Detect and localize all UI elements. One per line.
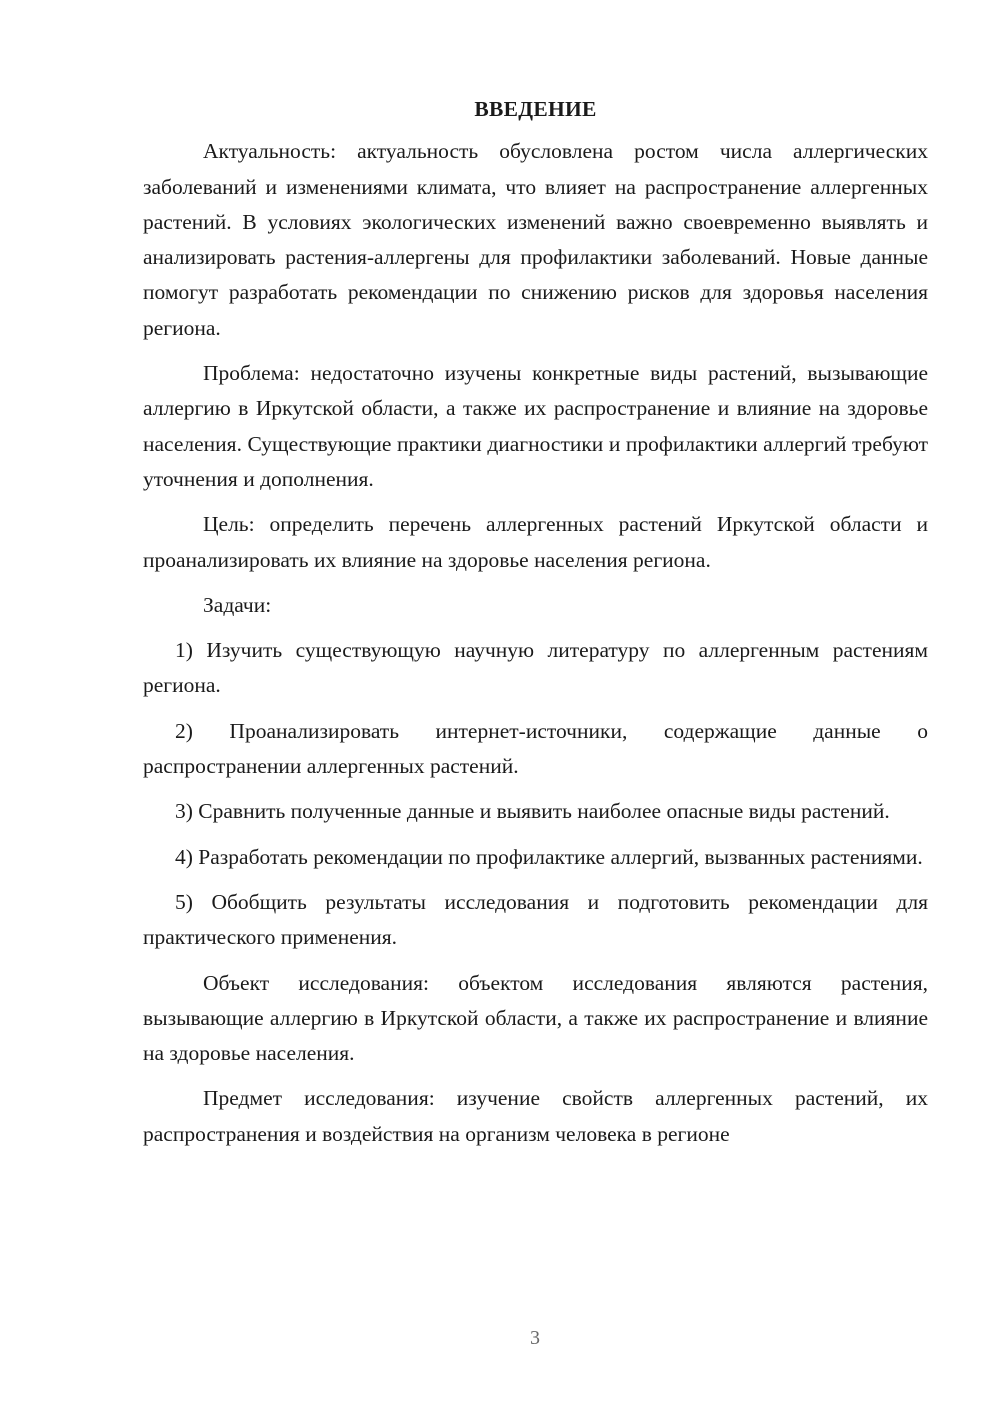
page-number: 3: [530, 1327, 540, 1349]
page-title: ВВЕДЕНИЕ: [474, 97, 597, 121]
paragraph-goal: Цель: определить перечень аллергенных растений Иркутской области и проанализировать их влияние на здоровье населения региона.: [143, 512, 928, 572]
task-item-3: 3) Сравнить полученные данные и выявить наиболее опасные виды растений.: [175, 799, 890, 824]
paragraph-relevance: Актуальность: актуальность обусловлена ростом числа аллергических заболеваний и изменениями климата, что влияет на распространение аллергенных растений. В условиях экологических изменений важно своевременно выявлять и анализировать растения-аллергены для профилактики заболеваний. Новые данные помогут разработать рекомендации по снижению рисков для здоровья населения региона.: [143, 139, 928, 340]
paragraph-subject: Предмет исследования: изучение свойств аллергенных растений, их распространения и воздействия на организм человека в регионе: [143, 1086, 928, 1146]
paragraph-problem: Проблема: недостаточно изучены конкретные виды растений, вызывающие аллергию в Иркутской области, а также их распространение и влияние на здоровье населения. Существующие практики диагностики и профилактики аллергий требуют уточнения и дополнения.: [143, 361, 928, 491]
task-item-2: 2) Проанализировать интернет-источники, содержащие данные о распространении аллергенных растений.: [143, 718, 928, 779]
task-item-1: 1) Изучить существующую научную литературу по аллергенным растениям региона.: [143, 638, 928, 698]
tasks-label: Задачи:: [203, 592, 272, 617]
task-item-4: 4) Разработать рекомендации по профилактике аллергий, вызванных растениями.: [175, 844, 923, 869]
document-page: [143, 92, 928, 1152]
task-item-5: 5) Обобщить результаты исследования и подготовить рекомендации для практического применения.: [143, 889, 928, 950]
paragraph-object: Объект исследования: объектом исследования являются растения, вызывающие аллергию в Иркутской области, а также их распространение и влияние на здоровье населения.: [143, 970, 928, 1066]
